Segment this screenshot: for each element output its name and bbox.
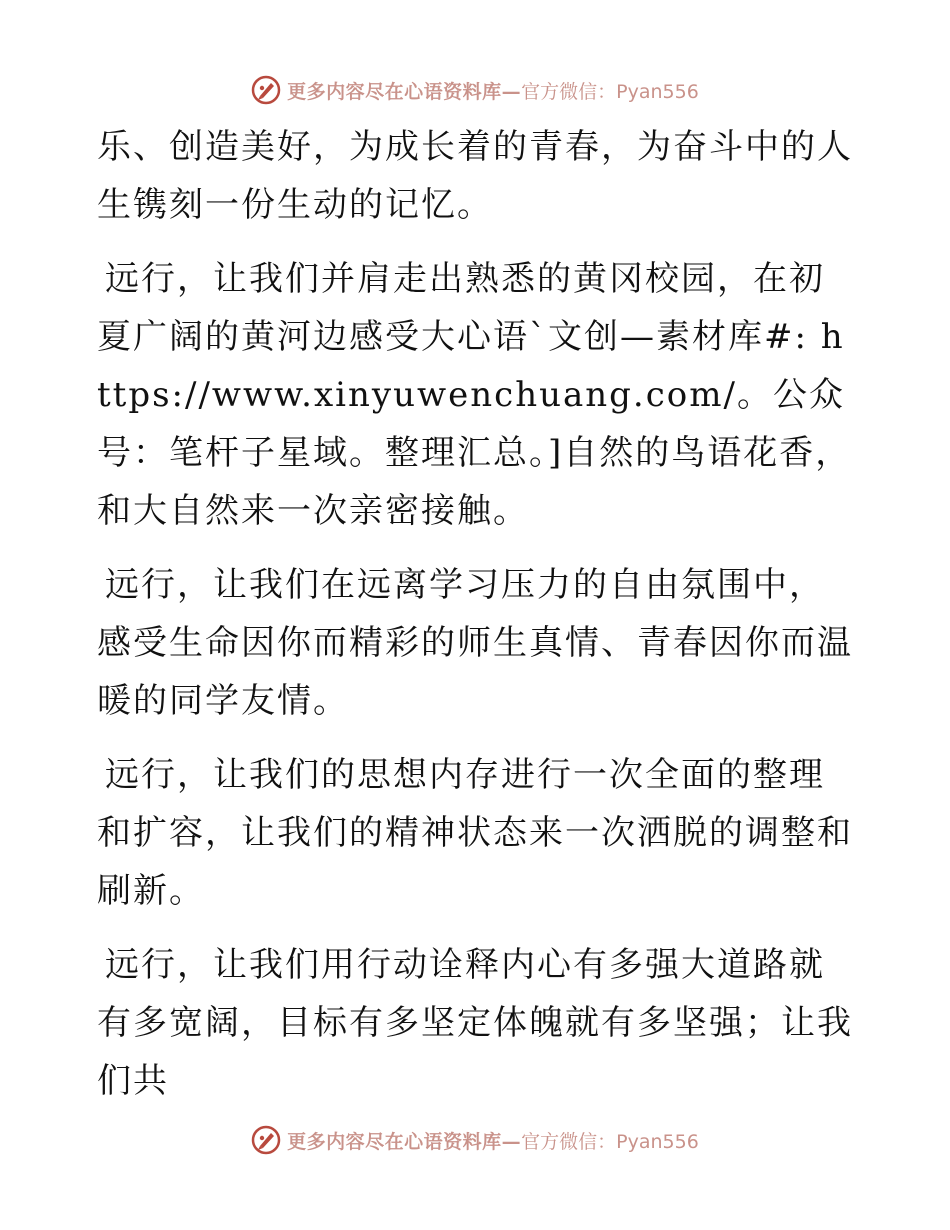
paragraph: 乐、创造美好，为成长着的青春，为奋斗中的人生镌刻一份生动的记忆。: [97, 127, 853, 225]
paragraph: 远行，让我们在远离学习压力的自由氛围中，感受生命因你而精彩的师生真情、青春因你而温暖的同学友情。: [97, 565, 853, 721]
footer-wechat-text: 官方微信：Pyan556: [521, 1130, 699, 1153]
document-body: [97, 118, 857, 1126]
footer-banner-text: 更多内容尽在心语资料库—: [287, 1130, 522, 1153]
quill-pen-logo-icon: [251, 1125, 281, 1155]
paragraph: 远行，让我们的思想内存进行一次全面的整理和扩容，让我们的精神状态来一次洒脱的调整和刷新。: [97, 755, 853, 911]
paragraph: 远行，让我们用行动诠释内心有多强大道路就有多宽阔，目标有多坚定体魄就有多坚强；让我们共: [97, 945, 853, 1101]
paragraph: 远行，让我们并肩走出熟悉的黄冈校园，在初夏广阔的黄河边感受大心语`文创—素材库#: https://www.xinyuwenchuang.com/。公众号：笔杆子星域。整理汇总。]自然的鸟语花香，和大自然来一次亲密接触。: [97, 259, 852, 531]
header-banner: [0, 70, 950, 110]
footer-banner: [0, 1120, 950, 1160]
quill-pen-logo-icon: [251, 75, 281, 105]
header-wechat-text: 官方微信：Pyan556: [521, 80, 699, 103]
header-banner-text: 更多内容尽在心语资料库—: [287, 80, 522, 103]
